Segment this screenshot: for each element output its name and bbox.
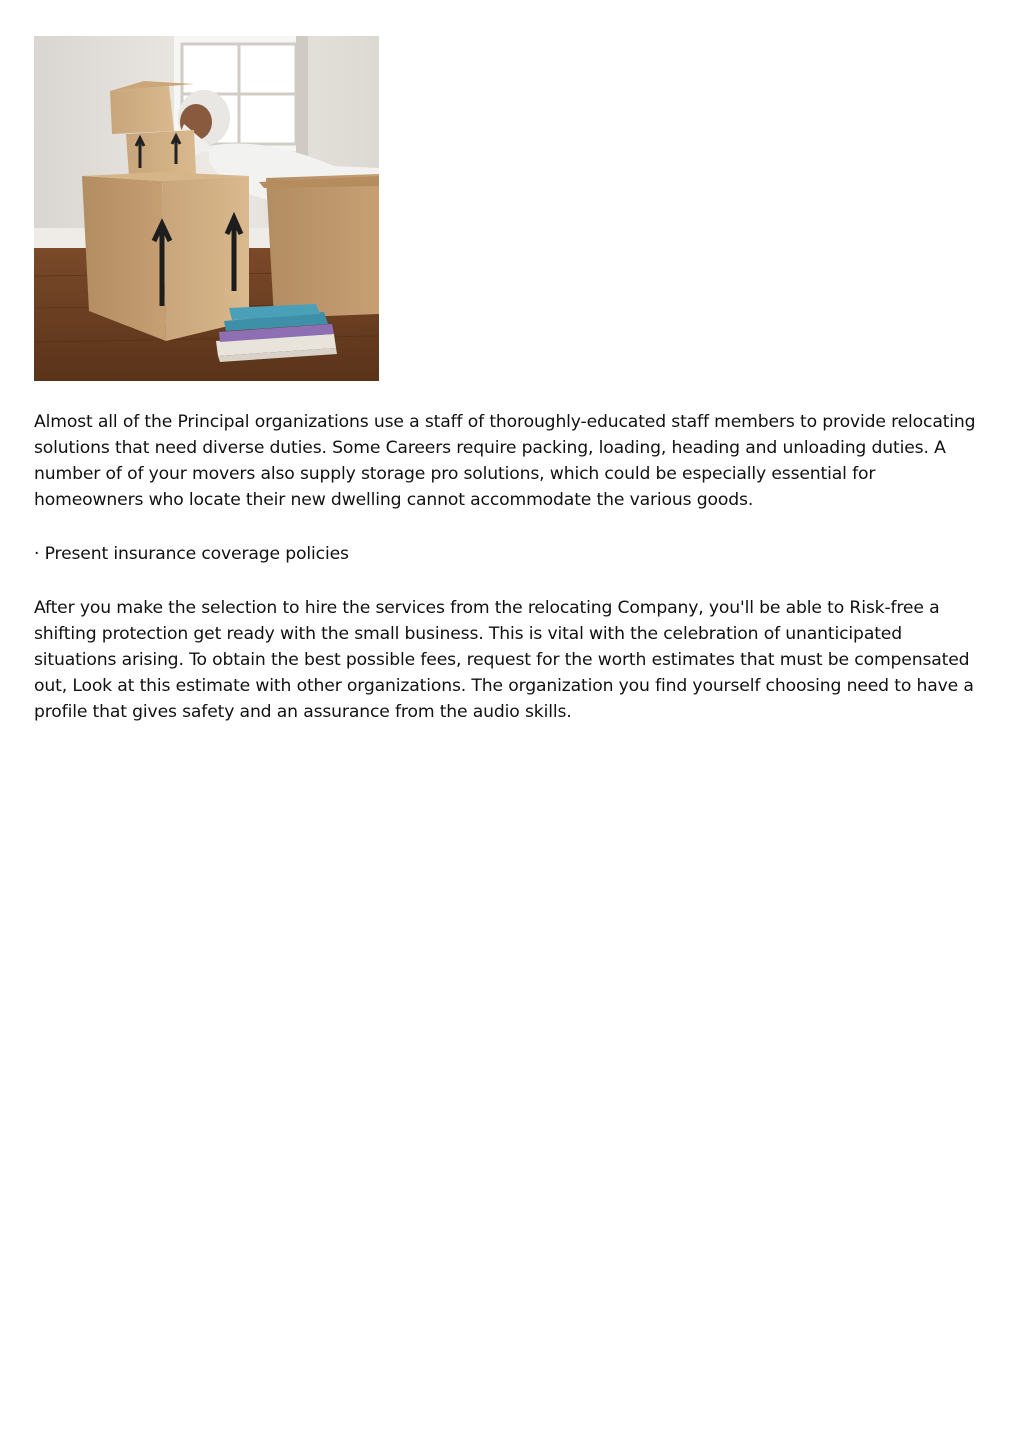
paragraph-intro: Almost all of the Principal organizations use a staff of thoroughly-educated staff members to provide relocating solutions that need diverse duties. Some Careers require packing, loading, heading and unloading duties. A number of of your movers also supply storage pro solutions, which could be especially essential for homeowners who locate their new dwelling cannot accommodate the various goods. bbox=[34, 412, 976, 510]
moving-boxes-photo bbox=[34, 36, 379, 381]
moving-boxes-illustration bbox=[34, 36, 379, 381]
article-body bbox=[34, 409, 984, 725]
list-item-insurance: · Present insurance coverage policies bbox=[34, 544, 349, 564]
document-page bbox=[34, 36, 984, 753]
paragraph-protection: After you make the selection to hire the services from the relocating Company, you'll be able to Risk-free a shifting protection get ready with the small business. This is vital with the celebration of unanticipated situations arising. To obtain the best possible fees, request for the worth estimates that must be compensated out, Look at this estimate with other organizations. The organization you find yourself choosing need to have a profile that gives safety and an assurance from the audio skills. bbox=[34, 598, 974, 722]
